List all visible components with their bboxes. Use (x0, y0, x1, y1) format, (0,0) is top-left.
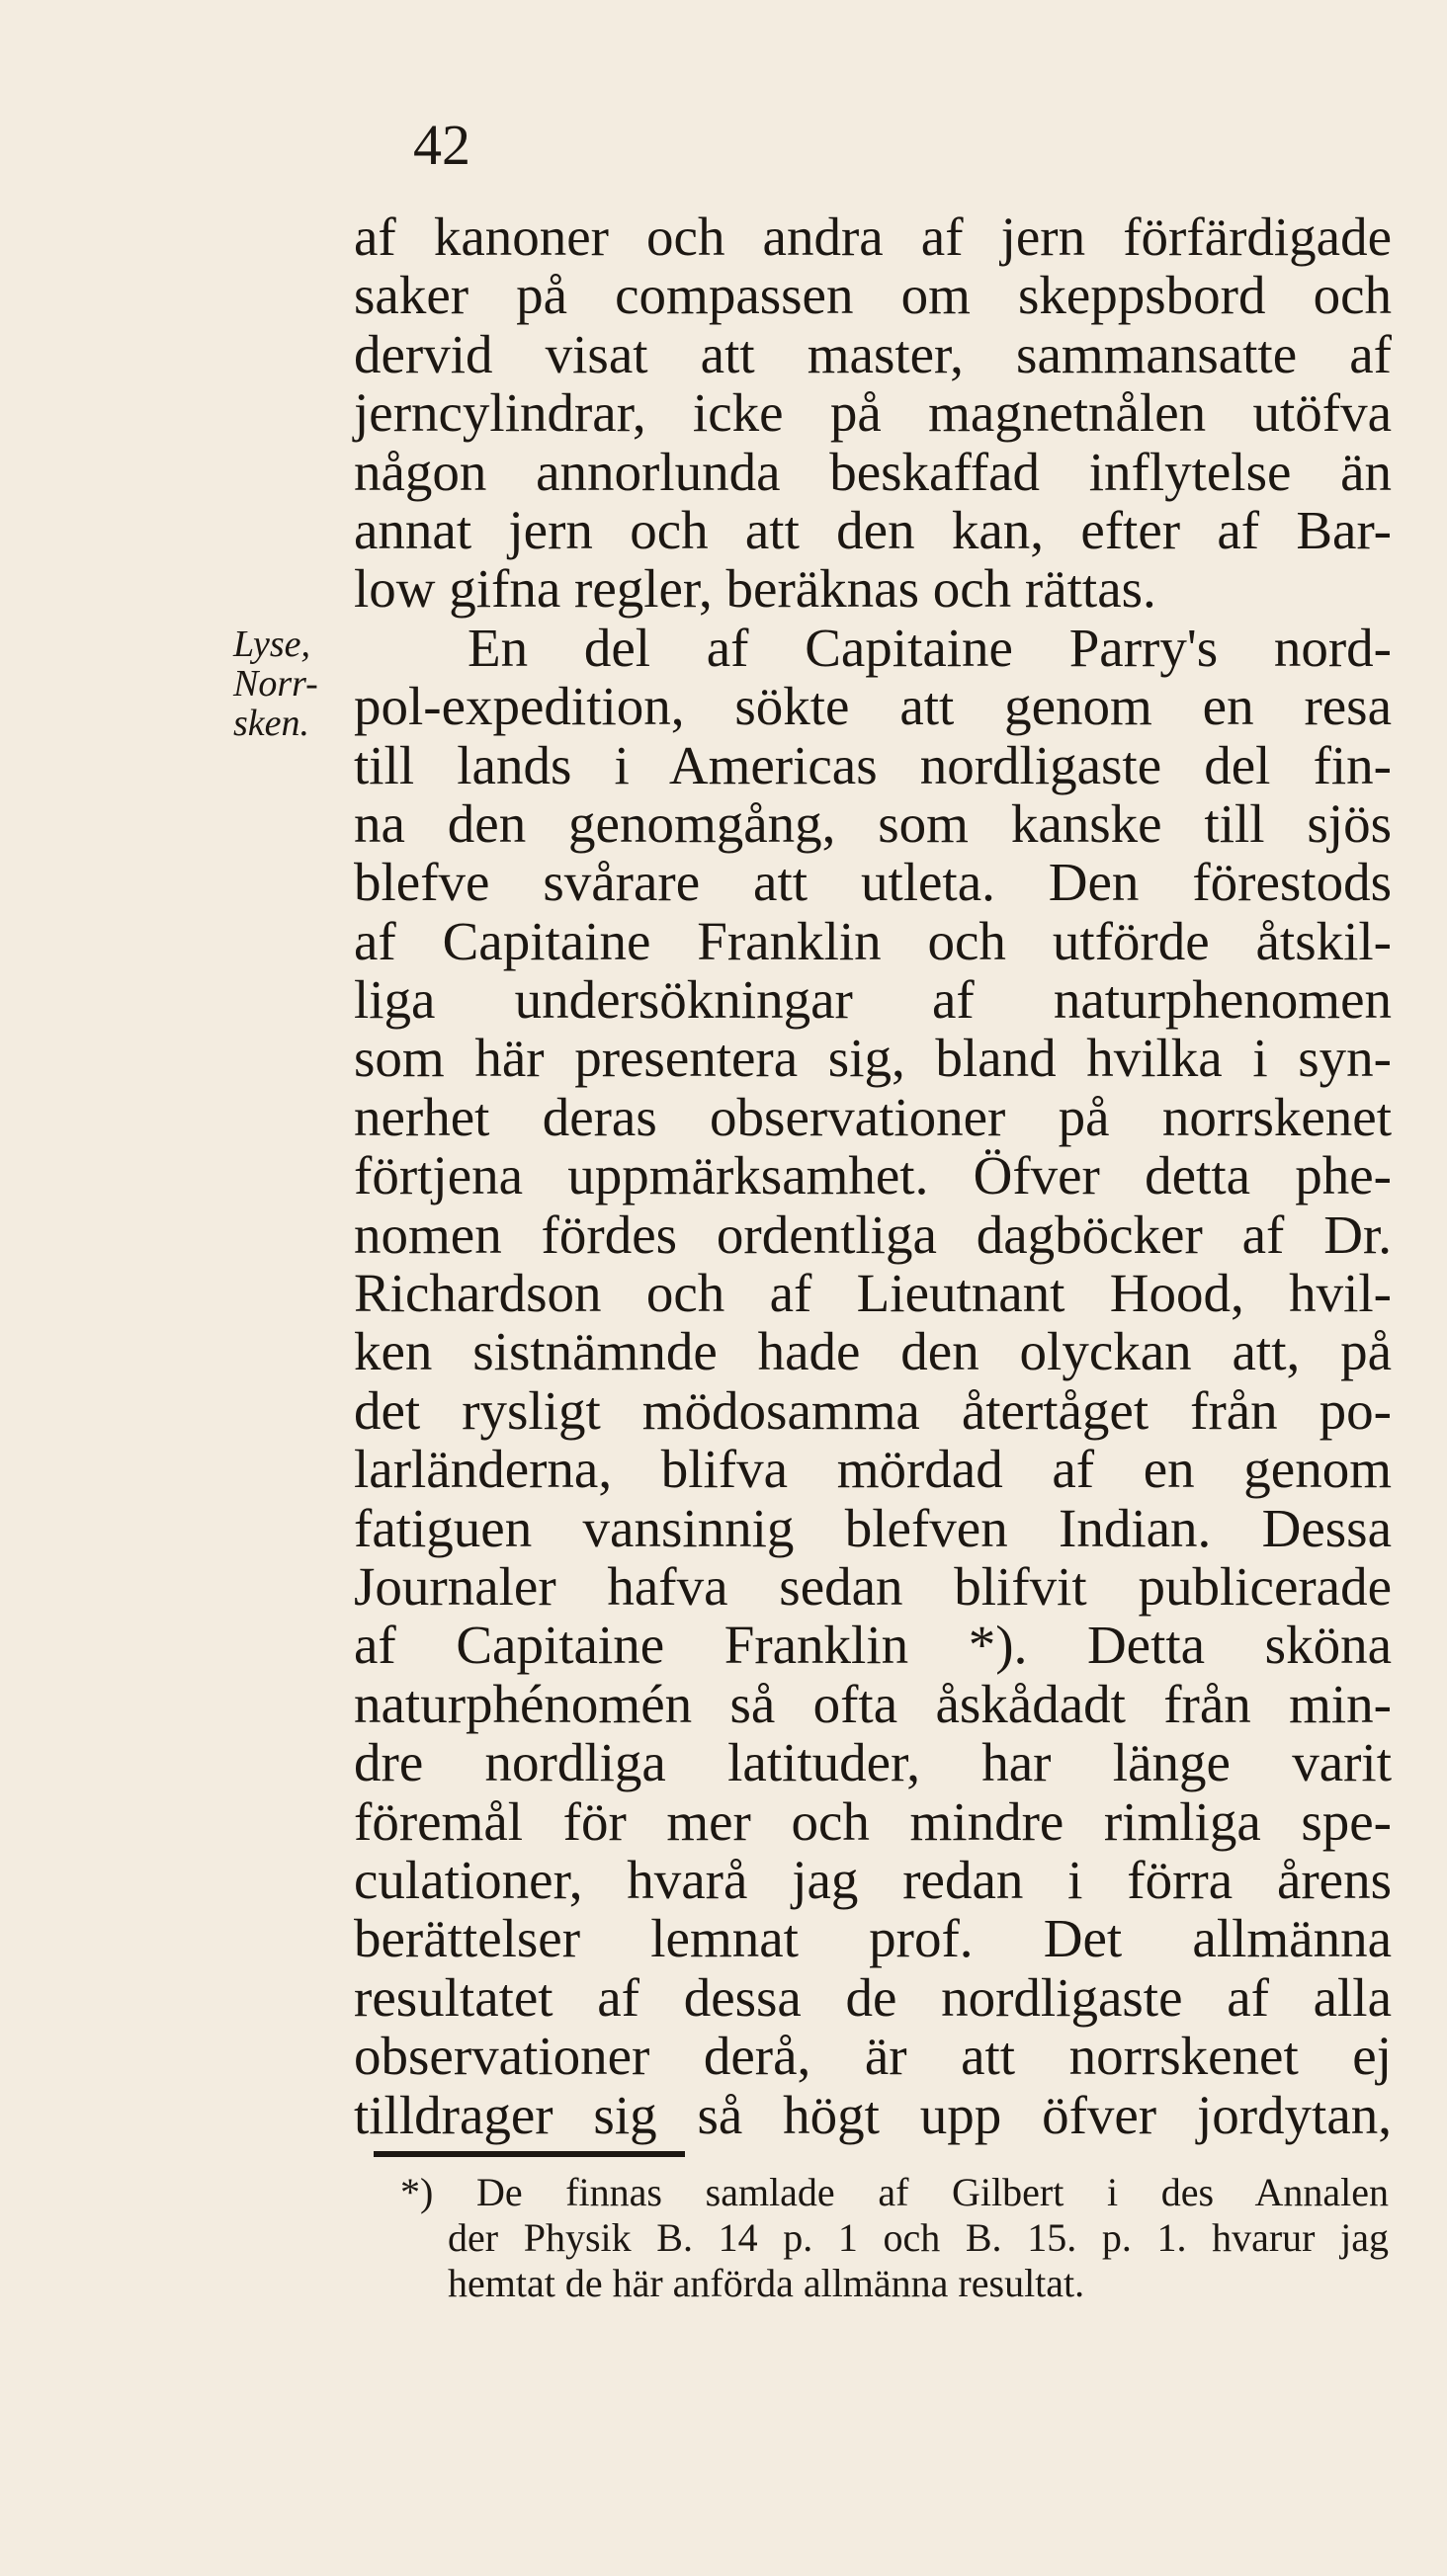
text-line: dre nordliga latituder, har länge varit (354, 1732, 1392, 1793)
text-line: berättelser lemnat prof. Det allmänna (354, 1908, 1392, 1969)
footnote-line: der Physik B. 14 p. 1 och B. 15. p. 1. hvarur jag (448, 2215, 1389, 2260)
text-line: na den genomgång, som kanske till sjös (354, 792, 1392, 854)
margin-note (233, 624, 352, 743)
text-line: till lands i Americas nordligaste del fin- (354, 734, 1392, 795)
text-line: larländerna, blifva mördad af en genom (354, 1439, 1392, 1500)
text-line: af kanoner och andra af jern förfärdigade (354, 207, 1392, 267)
text-line: af Capitaine Franklin *). Detta sköna (354, 1615, 1392, 1676)
footnote (400, 2170, 1389, 2306)
text-line: det rysligt mödosamma återtåget från po- (354, 1379, 1392, 1441)
text-line: dervid visat att master, sammansatte af (354, 323, 1392, 384)
text-line: saker på compassen om skeppsbord och (354, 265, 1392, 326)
text-line: liga undersökningar af naturphenomen (354, 969, 1392, 1031)
text-line: nerhet deras observationer på norrskenet (354, 1086, 1392, 1147)
text-line: culationer, hvarå jag redan i förra årens (354, 1849, 1392, 1910)
text-line: pol-expedition, sökte att genom en resa (354, 676, 1392, 737)
text-line: Journaler hafva sedan blifvit publicerade (354, 1555, 1392, 1617)
text-line: blefve svårare att utleta. Den förestods (354, 852, 1392, 913)
text-line: förtjena uppmärksamhet. Öfver detta phe- (354, 1145, 1392, 1206)
footnote-line: *) De finnas samlade af Gilbert i des Annalen (400, 2170, 1389, 2214)
text-line: jerncylindrar, icke på magnetnålen utöfva (354, 382, 1392, 444)
text-line: naturphénomén så ofta åskådadt från min- (354, 1673, 1392, 1734)
text-line: någon annorlunda beskaffad inflytelse än (354, 441, 1392, 502)
text-line: tilldrager sig så högt upp öfver jordytan, (354, 2084, 1392, 2145)
text-line: af Capitaine Franklin och utförde åtskil- (354, 910, 1392, 971)
text-line: Richardson och af Lieutnant Hood, hvil- (354, 1263, 1392, 1324)
page-number: 42 (413, 113, 470, 177)
text-line: resultatet af dessa de nordligaste af alla (354, 1966, 1392, 2028)
text-line: fatiguen vansinnig blefven Indian. Dessa (354, 1497, 1392, 1558)
footnote-line: hemtat de här anförda allmänna resultat. (448, 2261, 1085, 2305)
text-line: nomen fördes ordentliga dagböcker af Dr. (354, 1204, 1392, 1265)
text-line: ken sistnämnde hade den olyckan att, på (354, 1321, 1392, 1382)
footnote-rule (374, 2151, 685, 2157)
text-line: low gifna regler, beräknas och rättas. (354, 558, 1156, 620)
text-line: En del af Capitaine Parry's nord- (468, 617, 1392, 678)
text-line: som här presentera sig, bland hvilka i syn- (354, 1028, 1392, 1089)
text-line: föremål för mer och mindre rimliga spe- (354, 1790, 1392, 1852)
margin-note-line: Lyse, (233, 623, 311, 665)
text-line: annat jern och att den kan, efter af Bar- (354, 499, 1392, 560)
body-text (354, 208, 1392, 2144)
margin-note-line: Norr- (233, 663, 318, 705)
margin-note-line: sken. (233, 703, 310, 744)
text-line: observationer derå, är att norrskenet ej (354, 2026, 1392, 2087)
